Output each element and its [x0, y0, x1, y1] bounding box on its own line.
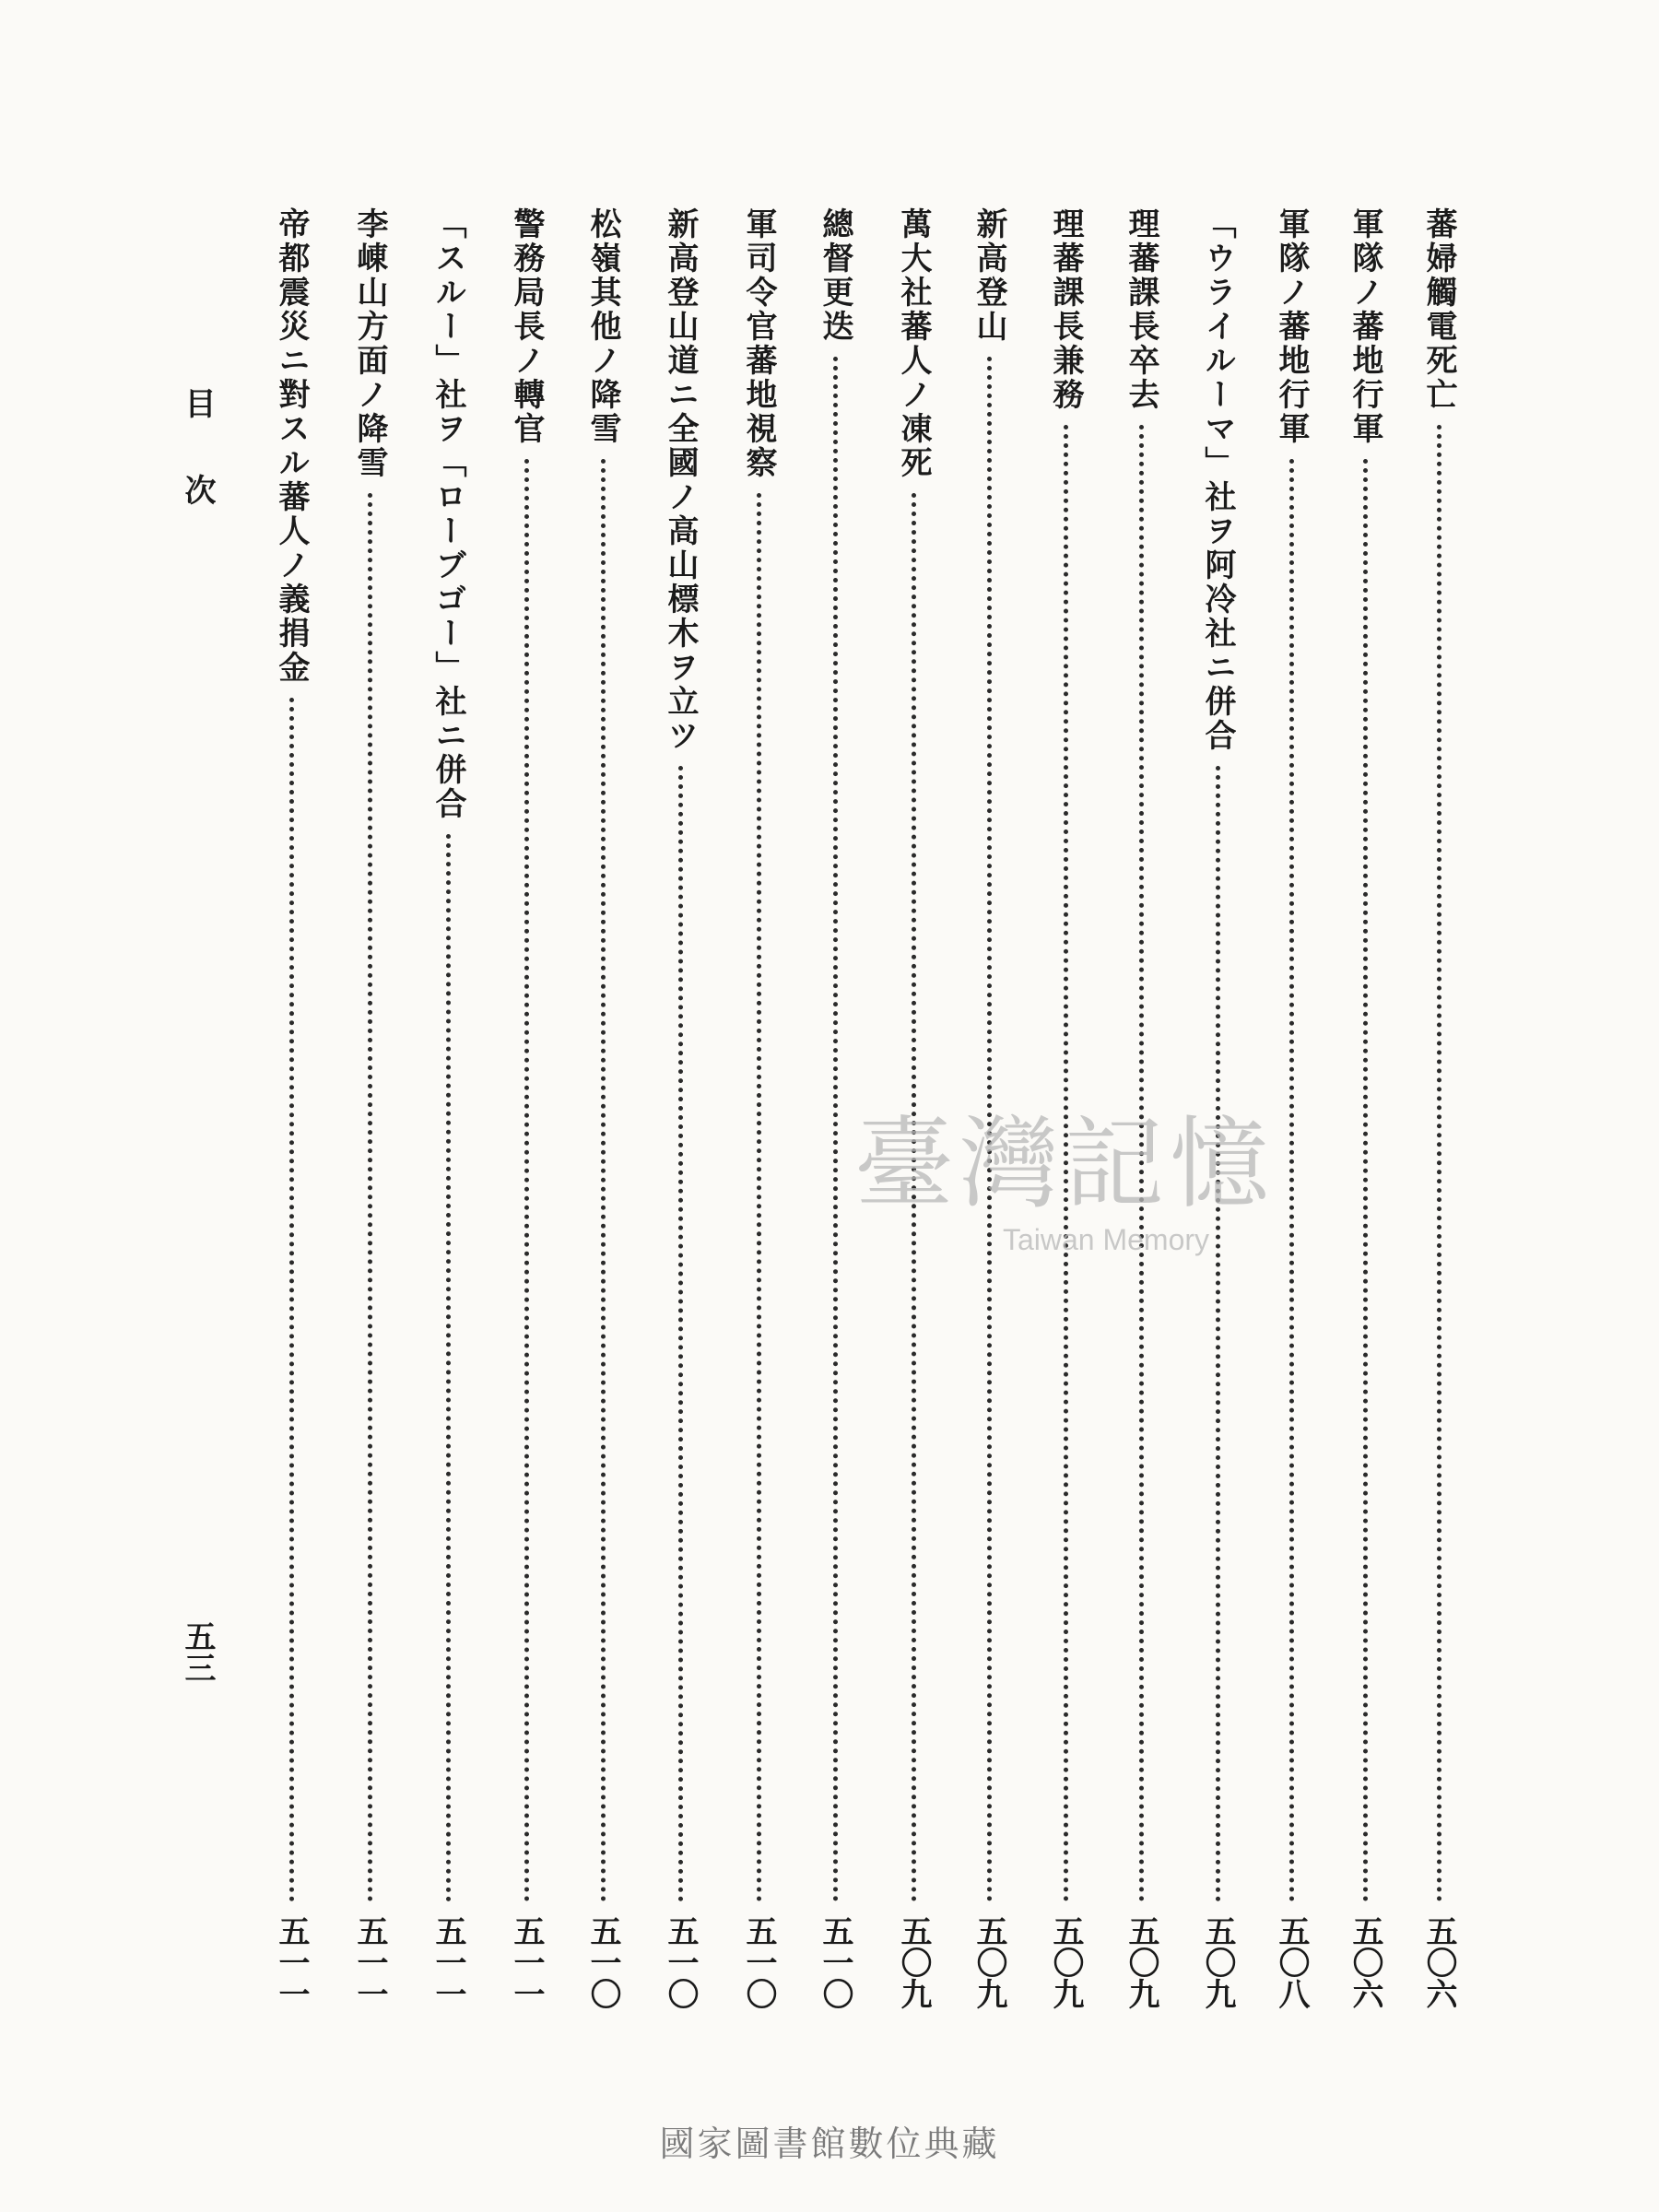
toc-entry-title: 帝都震災ニ對スル蕃人ノ義捐金	[273, 207, 310, 685]
toc-entry	[424, 207, 472, 2009]
toc-entry-page: 五〇八	[1273, 1915, 1310, 2009]
toc-entry	[1415, 207, 1463, 2009]
leader-dots	[1363, 459, 1368, 1902]
running-head: 目次	[179, 387, 216, 560]
toc-entry-page: 五〇九	[971, 1915, 1007, 2009]
toc-entry-title: 新高登山道ニ全國ノ高山標木ヲ立ツ	[662, 207, 699, 753]
toc-entry-page: 五一〇	[662, 1915, 699, 2009]
watermark-chinese: 臺灣記憶	[853, 1107, 1275, 1222]
toc-entry	[735, 207, 782, 2009]
toc-entry-page: 五一〇	[584, 1915, 621, 2009]
toc-entry	[502, 207, 550, 2009]
library-footer: 國家圖書館數位典藏	[659, 2124, 1000, 2164]
toc-entry-page: 五〇六	[1347, 1915, 1383, 2009]
leader-dots	[678, 766, 683, 1902]
leader-dots	[289, 698, 294, 1902]
toc-entry	[1341, 207, 1389, 2009]
leader-dots	[368, 493, 372, 1902]
toc-entry-page: 五一〇	[817, 1915, 853, 2009]
toc-entry	[267, 207, 315, 2009]
leader-dots	[757, 493, 761, 1902]
toc-entry-page: 五〇九	[1123, 1915, 1159, 2009]
toc-entry-title: 軍隊ノ蕃地行軍	[1273, 207, 1310, 446]
toc-entry	[346, 207, 394, 2009]
toc-entry-page: 五一〇	[740, 1915, 777, 2009]
toc-entry-page: 五一一	[429, 1915, 466, 2009]
watermark-english: Taiwan Memory	[1002, 1223, 1210, 1256]
toc-entry-title: 蕃婦觸電死亡	[1420, 207, 1457, 412]
toc-entry-title: 「スルー」社ヲ「ローブゴー」社ニ併合	[429, 207, 466, 821]
toc-entry-page: 五〇九	[1199, 1915, 1236, 2009]
leader-dots	[446, 834, 451, 1902]
leader-dots	[601, 459, 606, 1902]
toc-entry-title: 理蕃課長兼務	[1047, 207, 1084, 412]
toc-entry-title: 軍司令官蕃地視察	[740, 207, 777, 480]
toc-entry-page: 五一一	[508, 1915, 545, 2009]
toc-entry-page: 五〇九	[1047, 1915, 1084, 2009]
toc-entry-title: 李崠山方面ノ降雪	[351, 207, 388, 480]
toc-entry-title: 松嶺其他ノ降雪	[584, 207, 621, 446]
toc-entry	[579, 207, 627, 2009]
toc-entry-title: 萬大社蕃人ノ凍死	[895, 207, 932, 480]
toc-entry	[656, 207, 704, 2009]
toc-entry-title: 理蕃課長卒去	[1123, 207, 1159, 412]
watermark-logo	[834, 1107, 1295, 1257]
toc-entry-title: 軍隊ノ蕃地行軍	[1347, 207, 1383, 446]
toc-entry-page: 五〇九	[895, 1915, 932, 2009]
page-number: 五三	[179, 1620, 216, 1683]
toc-entry-page: 五一一	[351, 1915, 388, 2009]
toc-entry-title: 新高登山	[971, 207, 1007, 344]
toc-entry-title: 總督更迭	[817, 207, 853, 344]
toc-entry-title: 警務局長ノ轉官	[508, 207, 545, 446]
toc-entry-page: 五一一	[273, 1915, 310, 2009]
leader-dots	[524, 459, 529, 1902]
leader-dots	[1216, 766, 1220, 1902]
leader-dots	[1437, 425, 1441, 1902]
toc-entry	[811, 207, 859, 2009]
toc-entry-title: 「ウライルーマ」社ヲ阿冷社ニ併合	[1199, 207, 1236, 753]
toc-entry-page: 五〇六	[1420, 1915, 1457, 2009]
